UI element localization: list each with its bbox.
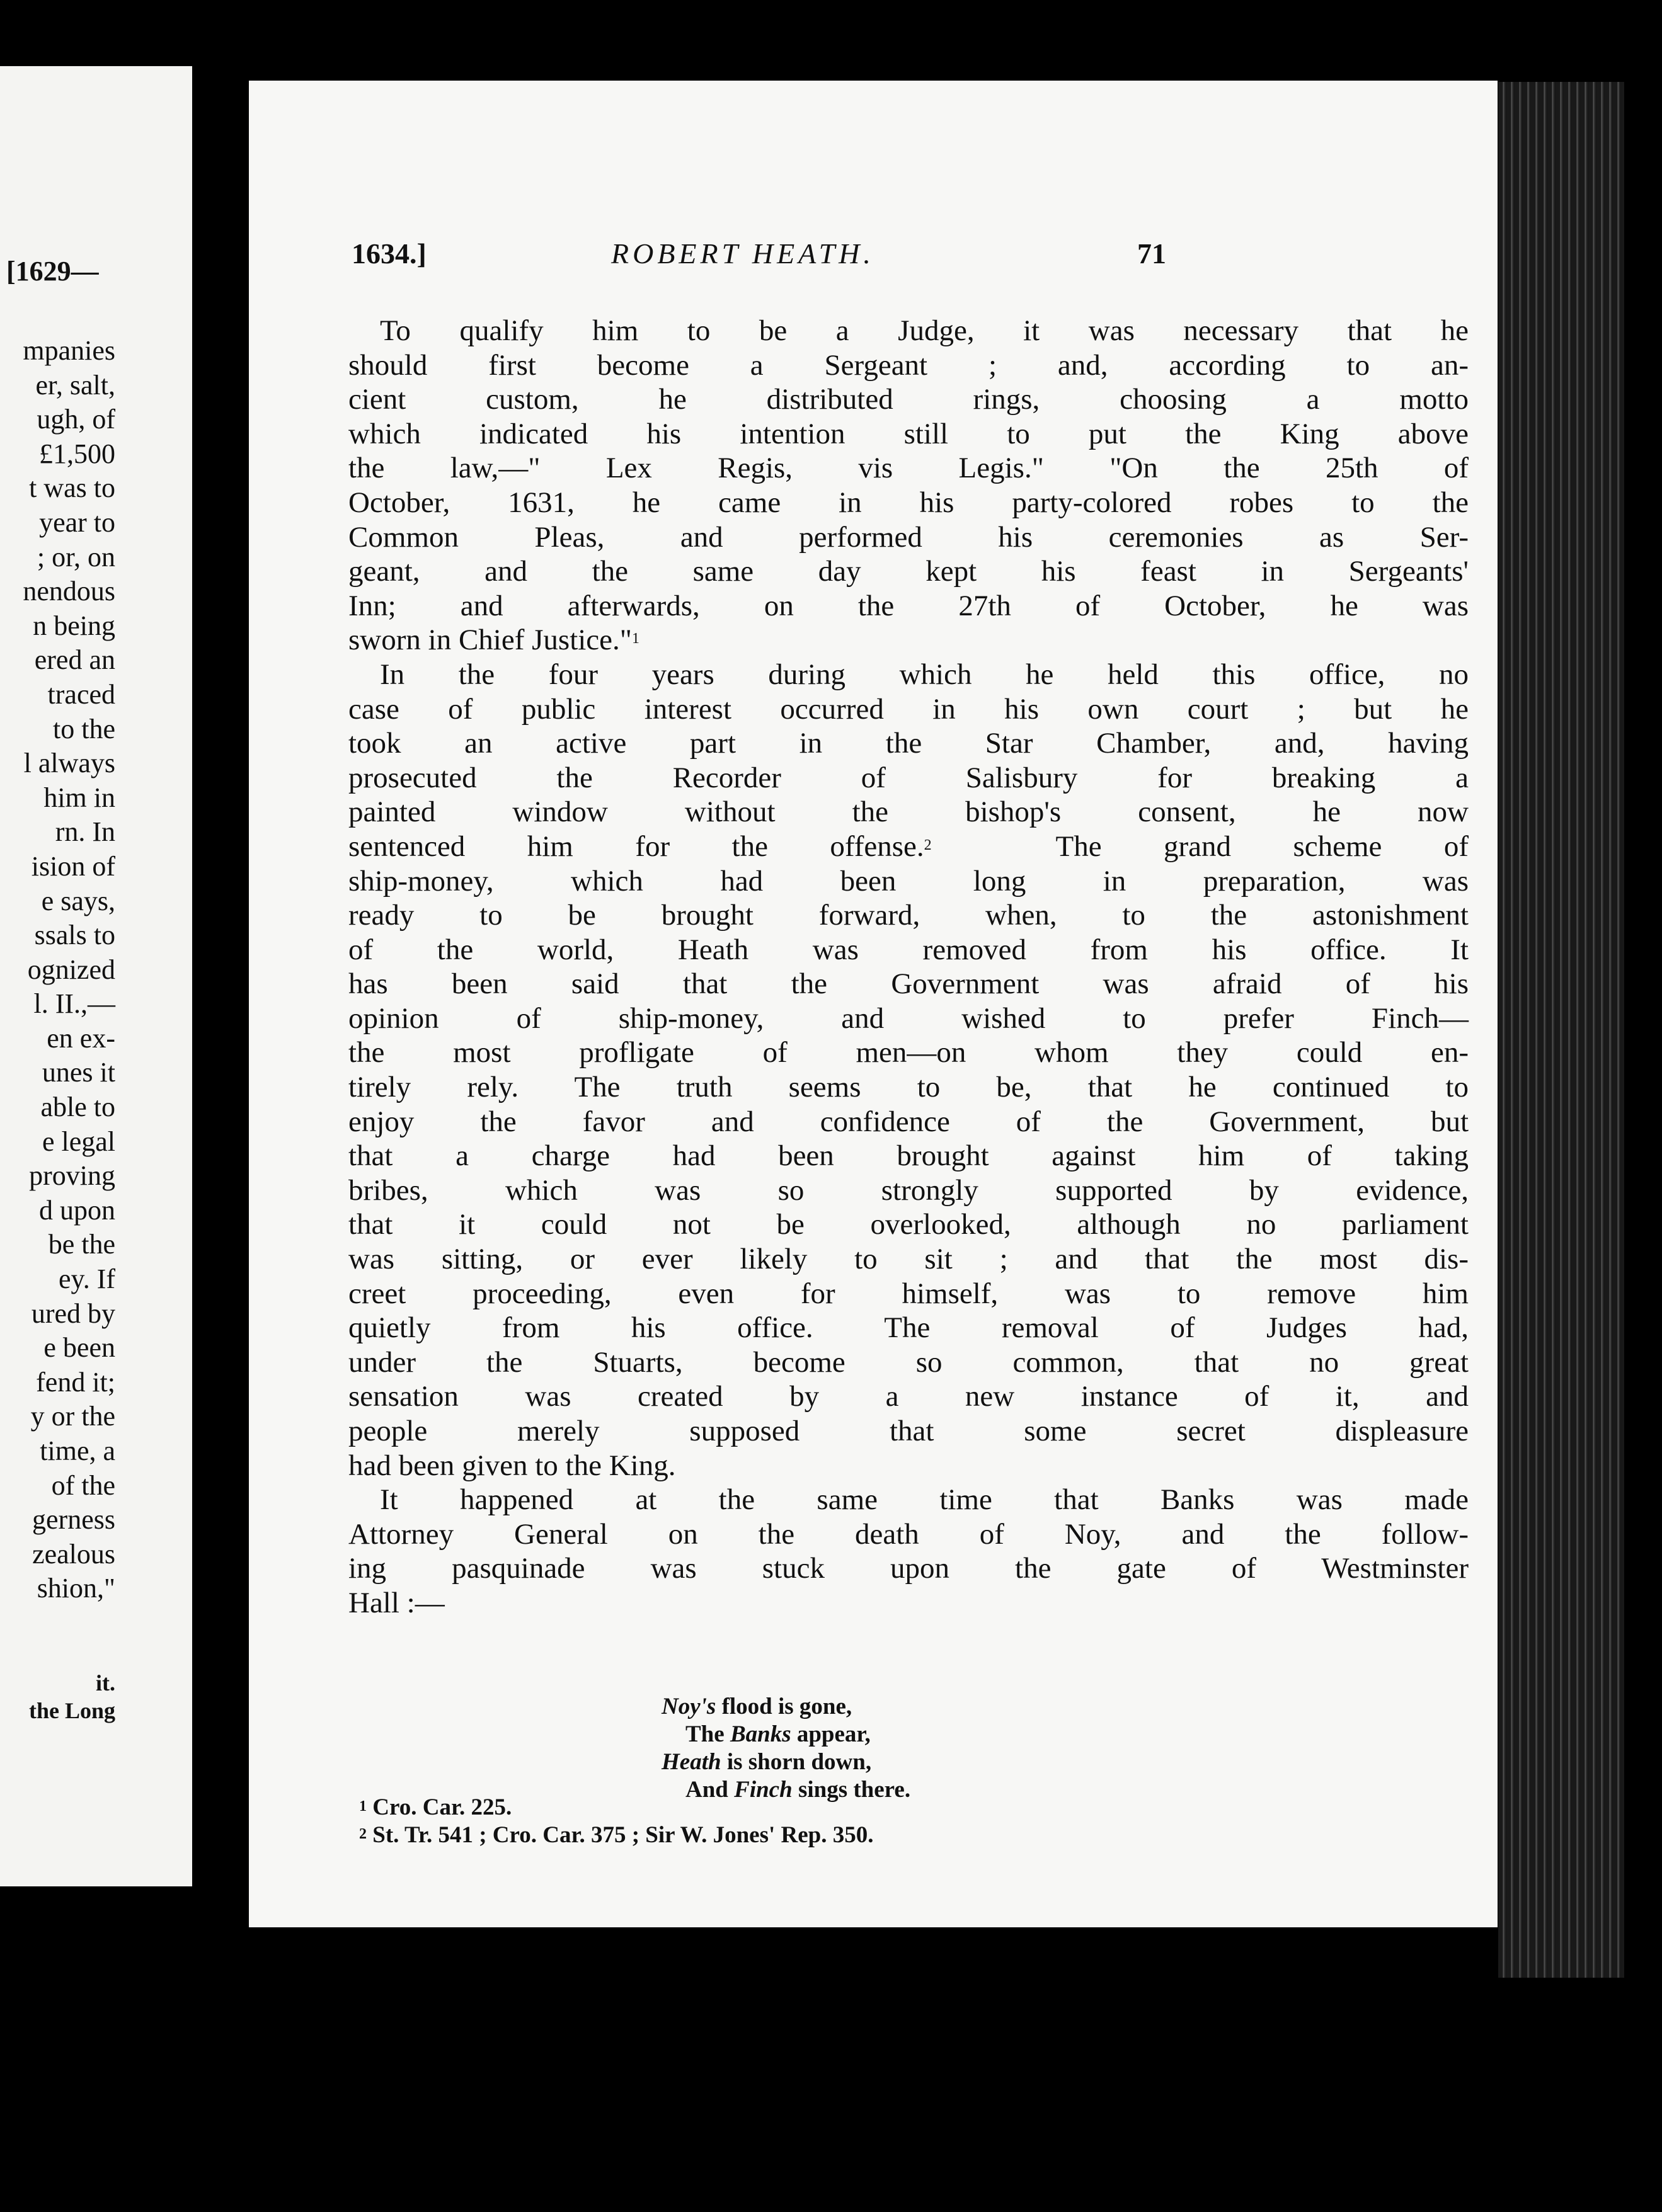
left-line: able to	[40, 1092, 115, 1123]
verse-name: Heath	[662, 1749, 721, 1775]
footnote-ref: 2	[924, 836, 932, 853]
left-line: nendous	[23, 576, 115, 607]
body-line: cient custom, he distributed rings, choosing a motto	[348, 383, 1469, 416]
body-line: ing pasquinade was stuck upon the gate of Westminster	[348, 1552, 1469, 1585]
left-line: er, salt,	[35, 369, 115, 401]
body-text	[348, 314, 1469, 1621]
body-line: case of public interest occurred in his own court ; but he	[348, 692, 1469, 726]
verse-name: Noy's	[662, 1694, 716, 1719]
left-line: n being	[33, 610, 115, 641]
left-line: ey. If	[59, 1263, 115, 1295]
header-date: 1634.]	[352, 237, 427, 270]
body-line-text: sworn in Chief Justice."	[348, 624, 632, 657]
left-line: him in	[43, 782, 115, 813]
page-edges	[1498, 82, 1624, 1978]
left-line: traced	[47, 678, 115, 710]
left-line: l always	[23, 748, 115, 779]
left-line: unes it	[42, 1057, 115, 1088]
left-line: time, a	[40, 1435, 115, 1466]
body-line: Hall :—	[348, 1586, 445, 1619]
verse-text: The	[685, 1721, 730, 1747]
body-line: the most profligate of men—on whom they could en-	[348, 1036, 1469, 1069]
left-line: l. II.,—	[33, 988, 115, 1020]
body-line: the law,—" Lex Regis, vis Legis." "On the 25th of	[348, 452, 1469, 485]
body-line: prosecuted the Recorder of Salisbury for breaking a	[348, 761, 1469, 794]
body-line: To qualify him to be a Judge, it was necessary that he	[380, 314, 1469, 347]
body-line: sensation was created by a new instance of it, and	[348, 1380, 1469, 1413]
body-line: has been said that the Government was afraid of his	[348, 967, 1469, 1001]
verse-name: Banks	[730, 1721, 791, 1747]
verse-text: appear,	[791, 1721, 871, 1747]
body-line: October, 1631, he came in his party-colored robes to the	[348, 486, 1469, 519]
body-line: enjoy the favor and confidence of the Government, but	[348, 1105, 1469, 1138]
body-line: creet proceeding, even for himself, was to remove him	[348, 1277, 1469, 1310]
left-line: e been	[43, 1332, 115, 1364]
body-line: had been given to the King.	[348, 1449, 676, 1482]
footnote-text: St. Tr. 541 ; Cro. Car. 375 ; Sir W. Jones' Rep. 350.	[372, 1822, 874, 1848]
left-line: year to	[39, 506, 115, 538]
body-line	[348, 830, 1469, 864]
left-page-header: [1629—	[6, 256, 99, 287]
left-page-text	[0, 334, 115, 1606]
body-line: tirely rely. The truth seems to be, that he continued to	[348, 1071, 1469, 1104]
body-line: of the world, Heath was removed from his office. It	[348, 933, 1469, 966]
left-line: to the	[53, 713, 115, 744]
left-line: ision of	[31, 850, 115, 882]
body-line: took an active part in the Star Chamber, and, having	[348, 727, 1469, 760]
body-line: which indicated his intention still to put the King above	[348, 417, 1469, 450]
left-line: ugh, of	[37, 404, 115, 435]
verse-line	[662, 1721, 910, 1748]
body-line-text: sentenced him for the offense.	[348, 830, 924, 863]
left-line: fend it;	[36, 1366, 115, 1398]
body-line: quietly from his office. The removal of Judges had,	[348, 1311, 1469, 1345]
footnote	[359, 1794, 874, 1821]
left-line: ; or, on	[37, 541, 115, 573]
left-line: zealous	[32, 1538, 115, 1570]
footnote-text: Cro. Car. 225.	[372, 1794, 512, 1820]
body-line: Attorney General on the death of Noy, and the follow-	[348, 1517, 1469, 1551]
verse-line	[662, 1748, 910, 1776]
body-line: under the Stuarts, become so common, that no great	[348, 1345, 1469, 1379]
body-line: ship-money, which had been long in preparation, was	[348, 864, 1469, 898]
verse-text: And	[685, 1777, 735, 1803]
left-line: of the	[51, 1469, 115, 1501]
running-title: ROBERT HEATH.	[611, 237, 874, 270]
verse-line	[662, 1693, 910, 1721]
body-line: should first become a Sergeant ; and, according to an-	[348, 348, 1469, 382]
body-line-text: The grand scheme of	[1055, 830, 1469, 863]
body-line: that a charge had been brought against him of taking	[348, 1139, 1469, 1173]
left-line: be the	[48, 1229, 115, 1260]
left-line: ognized	[27, 954, 115, 985]
body-line: In the four years during which he held this office, no	[380, 658, 1469, 691]
body-line	[348, 623, 1469, 658]
body-line: geant, and the same day kept his feast in Sergeants'	[348, 555, 1469, 588]
verse-text: sings there.	[792, 1777, 911, 1803]
verse-text: flood is gone,	[716, 1694, 852, 1719]
left-line: e says,	[41, 885, 115, 916]
left-line: e legal	[42, 1126, 115, 1157]
left-line: shion,"	[37, 1573, 115, 1604]
footnote-mark: 1	[359, 1798, 367, 1815]
body-line: It happened at the same time that Banks was made	[380, 1483, 1469, 1517]
left-line: £1,500	[39, 438, 115, 469]
left-line: d upon	[39, 1194, 115, 1226]
left-line: mpanies	[23, 335, 115, 366]
left-line: ssals to	[34, 920, 115, 951]
verse-text: is shorn down,	[721, 1749, 872, 1775]
body-line: opinion of ship-money, and wished to prefer Finch—	[348, 1001, 1469, 1035]
page-number: 71	[1137, 237, 1166, 270]
pasquinade-verse	[662, 1693, 910, 1804]
body-line: that it could not be overlooked, although no parliament	[348, 1208, 1469, 1241]
footnote-mark: 2	[359, 1826, 367, 1842]
left-line: gerness	[32, 1504, 115, 1536]
footnote-ref: 1	[631, 630, 639, 647]
footnote	[359, 1821, 874, 1849]
left-line: rn. In	[55, 816, 115, 848]
left-line: y or the	[30, 1401, 115, 1432]
body-line: Common Pleas, and performed his ceremonies as Ser-	[348, 520, 1469, 554]
left-page-fragment	[0, 66, 192, 1886]
left-line: proving	[29, 1160, 115, 1192]
left-line: t was to	[29, 472, 115, 504]
verse-name: Finch	[734, 1777, 793, 1803]
left-footnote-line: it.	[96, 1670, 115, 1696]
main-page	[249, 81, 1498, 1927]
left-line: ured by	[31, 1297, 115, 1329]
body-line: painted window without the bishop's consent, he now	[348, 795, 1469, 829]
footnotes	[359, 1794, 874, 1849]
left-line: en ex-	[47, 1022, 115, 1054]
body-line: bribes, which was so strongly supported by evidence,	[348, 1173, 1469, 1207]
body-line: ready to be brought forward, when, to the astonishment	[348, 899, 1469, 932]
left-footnote-line: the Long	[28, 1698, 115, 1723]
body-line: Inn; and afterwards, on the 27th of October, he was	[348, 589, 1469, 622]
left-line: ered an	[34, 644, 115, 676]
body-line: people merely supposed that some secret displeasure	[348, 1415, 1469, 1447]
left-page-footnotes	[29, 1669, 115, 1725]
body-line: was sitting, or ever likely to sit ; and that the most dis-	[348, 1243, 1469, 1276]
